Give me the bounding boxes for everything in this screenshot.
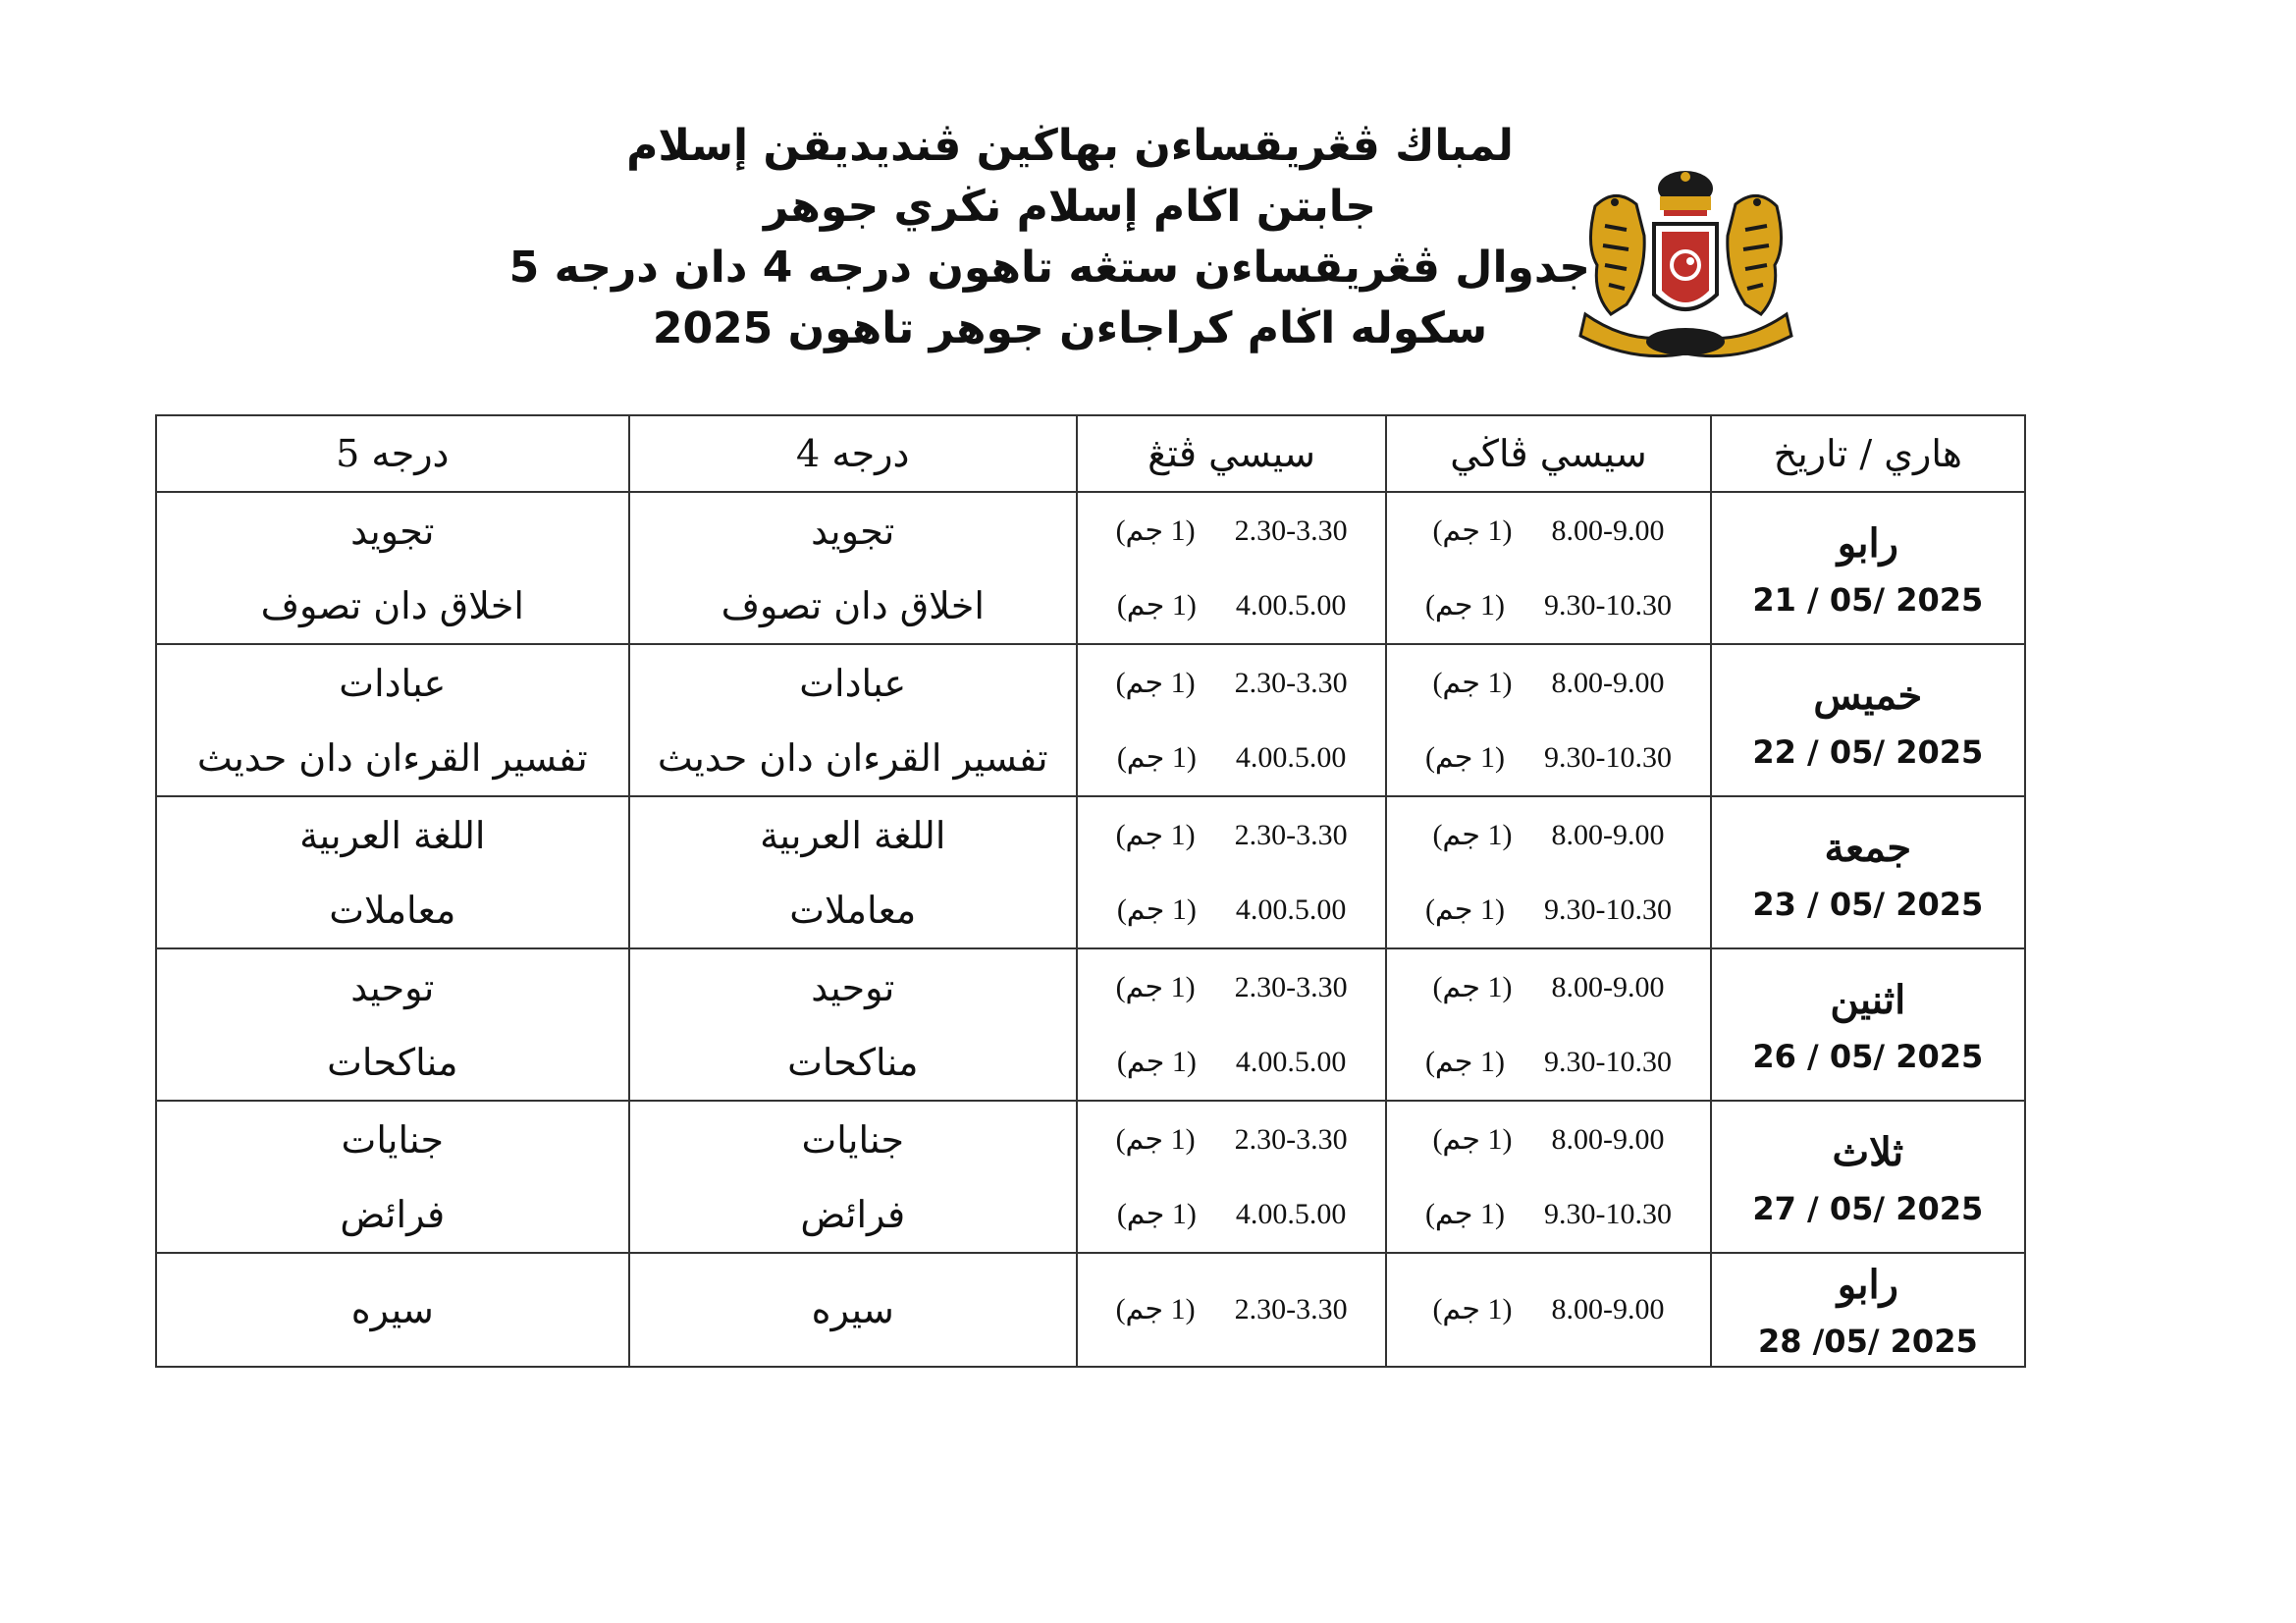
day-date-cell	[1711, 948, 2025, 1101]
exam-date: 21 / 05/ 2025	[1752, 580, 1984, 619]
slot-time: 2.30-3.30	[1234, 1122, 1348, 1156]
morning-session-cell	[1386, 492, 1710, 644]
slot-duration: (1 جم)	[1432, 666, 1513, 699]
day-name: رابو	[1837, 1262, 1898, 1308]
afternoon-session-cell	[1077, 1253, 1386, 1367]
slot-time: 4.00.5.00	[1235, 893, 1347, 926]
shield-icon	[1654, 224, 1717, 309]
grade4-subjects-cell	[629, 644, 1077, 796]
slot-duration: (1 جم)	[1116, 1197, 1197, 1230]
subject-name: فرائض	[340, 1192, 446, 1236]
slot-duration: (1 جم)	[1115, 1293, 1196, 1325]
subject-name: توحيد	[350, 965, 435, 1009]
time-slot	[1387, 568, 1709, 643]
morning-session-cell	[1386, 1101, 1710, 1253]
time-slot	[1078, 1255, 1385, 1365]
exam-date: 26 / 05/ 2025	[1752, 1037, 1984, 1075]
day-date-cell	[1711, 644, 2025, 796]
subject-name: تجويد	[811, 509, 895, 553]
subject-name: تفسير القرءان دان حديث	[196, 735, 588, 780]
header-line-3: جدوال ڤڠريقساءن ستڠه تاهون درجه 4 دان درجه 5	[508, 243, 1590, 293]
grade5-subjects-cell	[156, 644, 629, 796]
table-row	[156, 1253, 2025, 1367]
crest-graphic	[1575, 167, 1796, 363]
day-date-cell	[1711, 1101, 2025, 1253]
table-header-row	[156, 415, 2025, 492]
subject-name: تجويد	[350, 509, 435, 553]
slot-time: 4.00.5.00	[1235, 1197, 1347, 1230]
slot-duration: (1 جم)	[1115, 970, 1196, 1003]
slot-time: 8.00-9.00	[1551, 514, 1665, 547]
slot-duration: (1 جم)	[1424, 1045, 1505, 1078]
time-slot	[1078, 798, 1385, 873]
slot-duration: (1 جم)	[1424, 588, 1505, 622]
subject-name: سيره	[811, 1288, 894, 1331]
slot-time: 2.30-3.30	[1234, 818, 1348, 851]
slot-duration: (1 جم)	[1432, 1122, 1513, 1156]
subject-name: عبادات	[339, 661, 447, 705]
table-row	[156, 644, 2025, 796]
slot-time: 9.30-10.30	[1543, 893, 1672, 926]
subject-name: سيره	[350, 1288, 434, 1331]
morning-session-cell	[1386, 1253, 1710, 1367]
time-slot	[1387, 1025, 1709, 1100]
slot-duration: (1 جم)	[1424, 1197, 1505, 1230]
subject-name: جنايات	[341, 1117, 445, 1162]
subject-name: اللغة العربية	[299, 813, 486, 857]
subject-name: توحيد	[811, 965, 895, 1009]
slot-time: 9.30-10.30	[1543, 1197, 1672, 1230]
time-slot	[1078, 494, 1385, 568]
exam-date: 28 /05/ 2025	[1757, 1323, 1978, 1360]
slot-duration: (1 جم)	[1432, 514, 1513, 547]
subject-name: اخلاق دان تصوف	[260, 583, 524, 627]
afternoon-session-cell	[1077, 492, 1386, 644]
grade4-subjects-cell	[629, 948, 1077, 1101]
grade4-subjects-cell	[629, 1101, 1077, 1253]
slot-time: 2.30-3.30	[1234, 970, 1348, 1003]
grade5-subjects-cell	[156, 492, 629, 644]
grade4-subjects-cell	[629, 492, 1077, 644]
time-slot	[1078, 950, 1385, 1025]
header-line-4: سكوله اڬام كراجاءن جوهر تاهون 2025	[652, 303, 1488, 353]
day-name: اثنين	[1830, 976, 1906, 1023]
subject-name: مناكحات	[787, 1040, 919, 1084]
grade5-subjects-cell	[156, 796, 629, 948]
time-slot	[1078, 1177, 1385, 1252]
afternoon-session-cell	[1077, 796, 1386, 948]
subject-name: عبادات	[799, 661, 907, 705]
slot-duration: (1 جم)	[1115, 666, 1196, 699]
time-slot	[1078, 1025, 1385, 1100]
slot-time: 4.00.5.00	[1235, 740, 1347, 774]
time-slot	[1387, 950, 1709, 1025]
slot-time: 4.00.5.00	[1235, 588, 1347, 622]
day-date-cell	[1711, 796, 2025, 948]
crown-icon	[1658, 171, 1713, 216]
left-tiger-icon	[1590, 195, 1644, 314]
slot-time: 9.30-10.30	[1543, 1045, 1672, 1078]
slot-duration: (1 جم)	[1424, 893, 1505, 926]
slot-time: 8.00-9.00	[1551, 1293, 1665, 1325]
exam-date: 22 / 05/ 2025	[1752, 732, 1984, 771]
grade4-subjects-cell	[629, 1253, 1077, 1367]
time-slot	[1078, 568, 1385, 643]
header-grade-4: درجه 4	[629, 415, 1077, 492]
afternoon-session-cell	[1077, 948, 1386, 1101]
slot-time: 8.00-9.00	[1551, 1122, 1665, 1156]
slot-time: 2.30-3.30	[1234, 1293, 1348, 1325]
table-row	[156, 1101, 2025, 1253]
slot-time: 8.00-9.00	[1551, 666, 1665, 699]
subject-name: اللغة العربية	[760, 813, 946, 857]
slot-duration: (1 جم)	[1432, 818, 1513, 851]
header-line-1: لمباڬ ڤڠريقساءن بهاڬين ڤنديديقن إسلام	[626, 121, 1514, 171]
slot-duration: (1 جم)	[1116, 1045, 1197, 1078]
time-slot	[1387, 646, 1709, 721]
right-tiger-icon	[1728, 195, 1782, 314]
slot-duration: (1 جم)	[1115, 1122, 1196, 1156]
subject-name: معاملات	[789, 888, 917, 932]
slot-duration: (1 جم)	[1432, 1293, 1513, 1325]
day-name: رابو	[1837, 519, 1898, 567]
subject-name: تفسير القرءان دان حديث	[657, 735, 1048, 780]
document-header	[508, 116, 1590, 359]
day-date-cell	[1711, 492, 2025, 644]
morning-session-cell	[1386, 948, 1710, 1101]
time-slot	[1078, 721, 1385, 795]
johor-state-crest-icon	[1575, 167, 1796, 363]
table-row	[156, 796, 2025, 948]
slot-duration: (1 جم)	[1116, 740, 1197, 774]
slot-duration: (1 جم)	[1115, 818, 1196, 851]
exam-schedule-table	[155, 414, 2026, 1368]
grade5-subjects-cell	[156, 948, 629, 1101]
slot-time: 8.00-9.00	[1551, 970, 1665, 1003]
afternoon-session-cell	[1077, 644, 1386, 796]
subject-name: فرائض	[800, 1192, 906, 1236]
slot-time: 2.30-3.30	[1234, 666, 1348, 699]
header-afternoon-session: سيسي ڤتڠ	[1077, 415, 1386, 492]
subject-name: معاملات	[329, 888, 456, 932]
time-slot	[1387, 1255, 1709, 1365]
time-slot	[1078, 646, 1385, 721]
slot-time: 8.00-9.00	[1551, 818, 1665, 851]
day-date-cell	[1711, 1253, 2025, 1367]
slot-time: 2.30-3.30	[1234, 514, 1348, 547]
time-slot	[1387, 721, 1709, 795]
slot-time: 9.30-10.30	[1543, 588, 1672, 622]
slot-duration: (1 جم)	[1432, 970, 1513, 1003]
day-name: خميس	[1813, 672, 1923, 719]
subject-name: اخلاق دان تصوف	[721, 583, 985, 627]
morning-session-cell	[1386, 796, 1710, 948]
morning-session-cell	[1386, 644, 1710, 796]
time-slot	[1078, 1103, 1385, 1177]
slot-duration: (1 جم)	[1424, 740, 1505, 774]
grade5-subjects-cell	[156, 1253, 629, 1367]
slot-duration: (1 جم)	[1116, 588, 1197, 622]
time-slot	[1387, 1177, 1709, 1252]
exam-date: 27 / 05/ 2025	[1752, 1189, 1984, 1227]
header-morning-session: سيسي ڤاڬي	[1386, 415, 1710, 492]
slot-duration: (1 جم)	[1116, 893, 1197, 926]
header-grade-5: درجه 5	[156, 415, 629, 492]
table-row	[156, 492, 2025, 644]
table-row	[156, 948, 2025, 1101]
exam-date: 23 / 05/ 2025	[1752, 885, 1984, 923]
time-slot	[1387, 1103, 1709, 1177]
time-slot	[1387, 798, 1709, 873]
subject-name: جنايات	[801, 1117, 904, 1162]
time-slot	[1387, 873, 1709, 947]
slot-time: 9.30-10.30	[1543, 740, 1672, 774]
time-slot	[1078, 873, 1385, 947]
time-slot	[1387, 494, 1709, 568]
subject-name: مناكحات	[327, 1040, 458, 1084]
header-line-2: جابتن اڬام إسلام نڬري جوهر	[763, 182, 1376, 232]
grade4-subjects-cell	[629, 796, 1077, 948]
day-name: جمعة	[1824, 824, 1912, 871]
slot-time: 4.00.5.00	[1235, 1045, 1347, 1078]
header-day-date: هاري / تاريخ	[1711, 415, 2025, 492]
ribbon-icon	[1580, 314, 1791, 356]
afternoon-session-cell	[1077, 1101, 1386, 1253]
slot-duration: (1 جم)	[1115, 514, 1196, 547]
day-name: ثلاث	[1832, 1128, 1904, 1175]
grade5-subjects-cell	[156, 1101, 629, 1253]
